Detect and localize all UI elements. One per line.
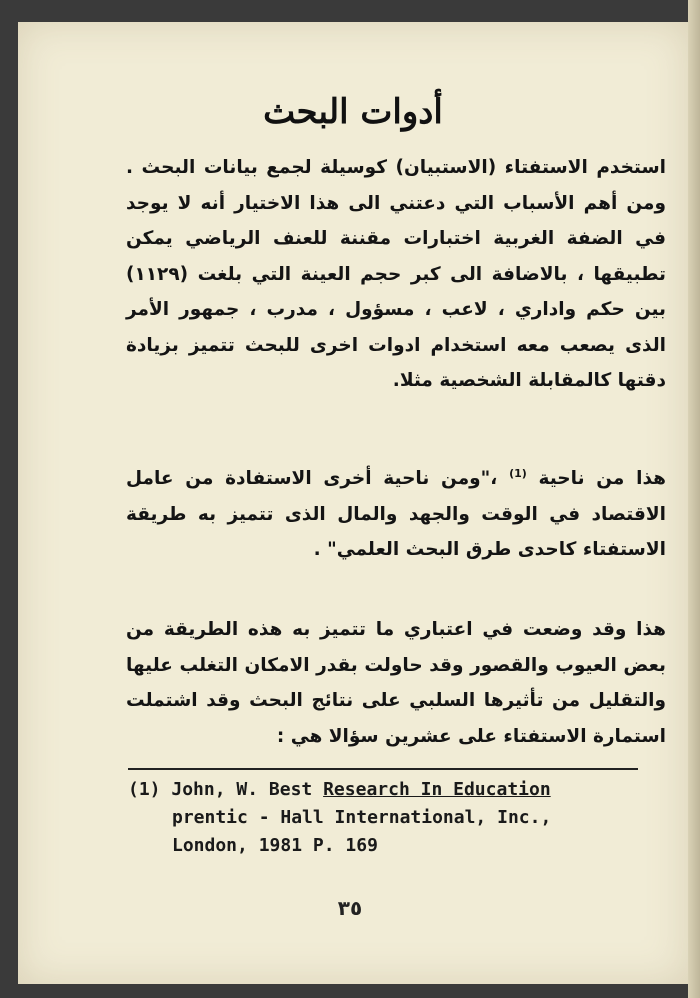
page-edge (688, 0, 700, 998)
paragraph-2-rest: ،"ومن ناحية أخرى الاستفادة من عامل الاقتصاد في الوقت والجهد والمال الذى تتميز به طريقة الاستفتاء كاحدى طرق البحث العلمي" . (126, 468, 666, 561)
footnote-publisher: prentic - Hall International, Inc., (172, 807, 552, 828)
footnote-reference: (1) (509, 467, 527, 480)
page-title: أدوات البحث (263, 92, 443, 132)
paragraph-3: هذا وقد وضعت في اعتباري ما تتميز به هذه الطريقة من بعض العيوب والقصور وقد حاولت بقدر الامكان التغلب عليها والتقليل من تأثيرها السلبي على نتائج البحث وقد اشتملت استمارة الاستفتاء على عشرين سؤالا هي : (126, 619, 666, 747)
page-number: ٣٥ (337, 896, 363, 920)
footnote-place-year: London, 1981 P. 169 (172, 835, 378, 856)
footnote (128, 776, 648, 860)
footnote-divider (128, 768, 638, 770)
footnote-author: John, W. Best (171, 779, 313, 800)
paragraph-1: استخدم الاستفتاء (الاستبيان) كوسيلة لجمع بيانات البحث . ومن أهم الأسباب التي دعتني الى هذا الاختيار أنه لا يوجد في الضفة الغربية اختبارات مقننة للعنف الرياضي يمكن تطبيقها ، بالاضافة الى كبر حجم العينة التي بلغت (١١٢٩) بين حكم واداري ، لاعب ، مسؤول ، مدرب ، جمهور الأمر الذى يصعب معه استخدام ادوات اخرى للبحث تتميز بزيادة دقتها كالمقابلة الشخصية مثلا. (126, 157, 666, 391)
paragraph-2-start: هذا من ناحية (538, 468, 666, 490)
footnote-book-title: Research In Education (323, 779, 551, 800)
footnote-marker: (1) (128, 779, 161, 800)
paragraph-2 (126, 456, 666, 568)
